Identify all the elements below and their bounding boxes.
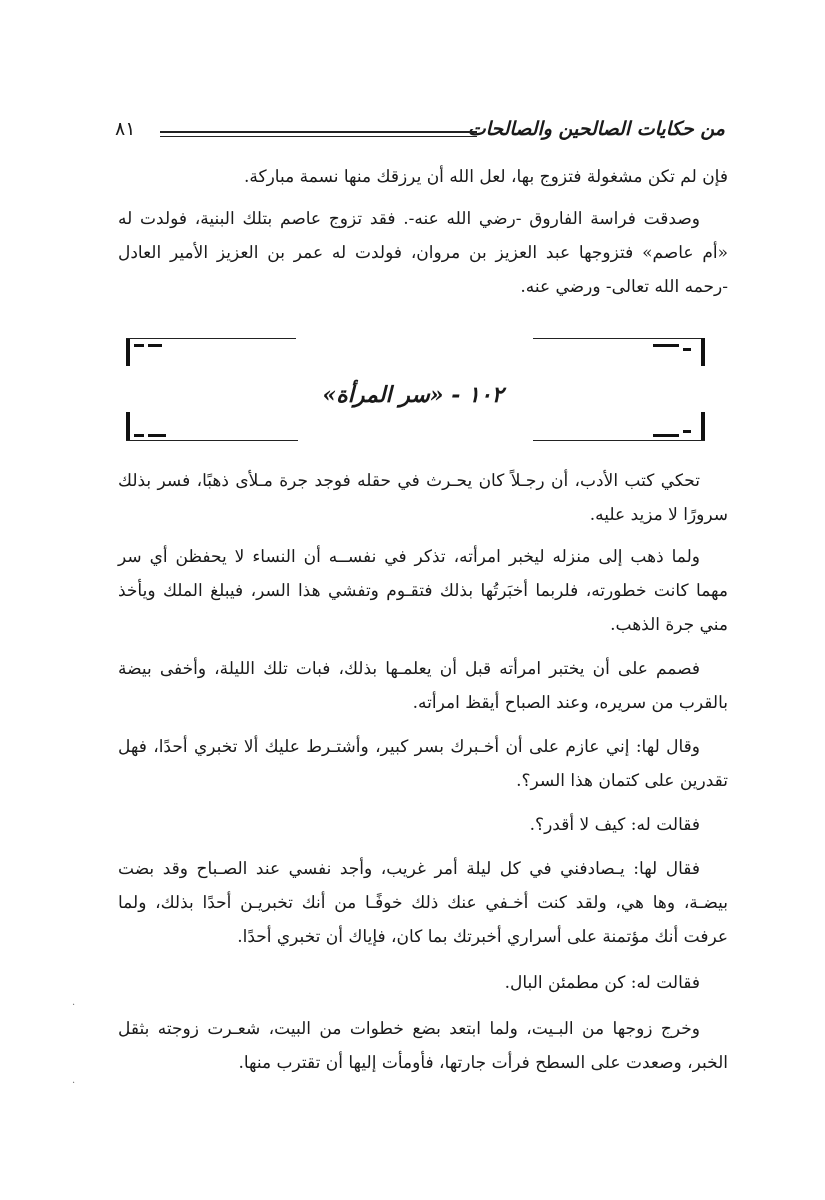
ornament-bottom-right xyxy=(533,410,705,440)
page-header xyxy=(115,118,725,158)
margin-speck: · xyxy=(72,1000,76,1011)
page-number: ٨١ xyxy=(115,118,136,140)
paragraph: فإن لم تكن مشغولة فتزوج بها، لعل الله أن يرزقك منها نسمة مباركة. xyxy=(243,167,728,187)
story-heading-block xyxy=(118,330,708,450)
margin-speck: · xyxy=(72,1078,76,1089)
header-rule xyxy=(160,131,477,137)
ornament-top-right xyxy=(533,338,705,368)
paragraph: تحكي كتب الأدب، أن رجـلاً كان يحـرث في حقله فوجد جرة مـلأى ذهبًا، فسر بذلك سرورًا لا مزيد عليه. xyxy=(118,471,728,525)
paragraph: فصمم على أن يختبر امرأته قبل أن يعلمـها بذلك، فبات تلك الليلة، وأخفى بيضة بالقرب من سريره، وعند الصباح أيقظ امرأته. xyxy=(118,659,728,713)
paragraph: فقال لها: يـصادفني في كل ليلة أمر غريب، وأجد نفسي عند الصـباح وقد بضت بيضـة، وها هي، ولقد كنت أخـفي عنك ذلك خوفًـا من أنك تخبريـن أحدًا بذلك، ولما عرفت أنك مؤتمنة على أسراري أخبرتك بما كان، فإياك أن تخبري أحدًا. xyxy=(118,859,728,947)
paragraph: وصدقت فراسة الفاروق -رضي الله عنه-. فقد تزوج عاصم بتلك البنية، فولدت له «أم عاصم» فتزوجها عبد العزيز بن مروان، فولدت له عمر بن العزيز الأمير العادل -رحمه الله تعالى- ورضي عنه. xyxy=(118,209,728,297)
paragraph: فقالت له: كن مطمئن البال. xyxy=(504,973,700,993)
paragraph: وخرج زوجها من البـيت، ولما ابتعد بضع خطوات من البيت، شعـرت زوجته بثقل الخبر، وصعدت على السطح فرأت جارتها، فأومأت إليها أن تقترب منها. xyxy=(118,1019,728,1073)
paragraph: ولما ذهب إلى منزله ليخبر امرأته، تذكر في نفســه أن النساء لا يحفظن أي سر مهما كانت خطورته، فلربما أخبَرتُها بذلك فتقـوم وتفشي هذا السر، فيبلغ الملك ويأخذ مني جرة الذهب. xyxy=(118,547,728,635)
story-title: ١٠٢ - «سر المرأة» xyxy=(322,382,504,408)
running-header-title: من حكايات الصالحين والصالحات xyxy=(467,118,725,140)
ornament-top-left xyxy=(126,338,296,368)
paragraph: وقال لها: إني عازم على أن أخـبرك بسر كبير، وأشتـرط عليك ألا تخبري أحدًا، فهل تقدرين على كتمان هذا السر؟. xyxy=(118,737,728,791)
paragraph: فقالت له: كيف لا أقدر؟. xyxy=(529,815,700,835)
ornament-bottom-left xyxy=(126,410,298,440)
